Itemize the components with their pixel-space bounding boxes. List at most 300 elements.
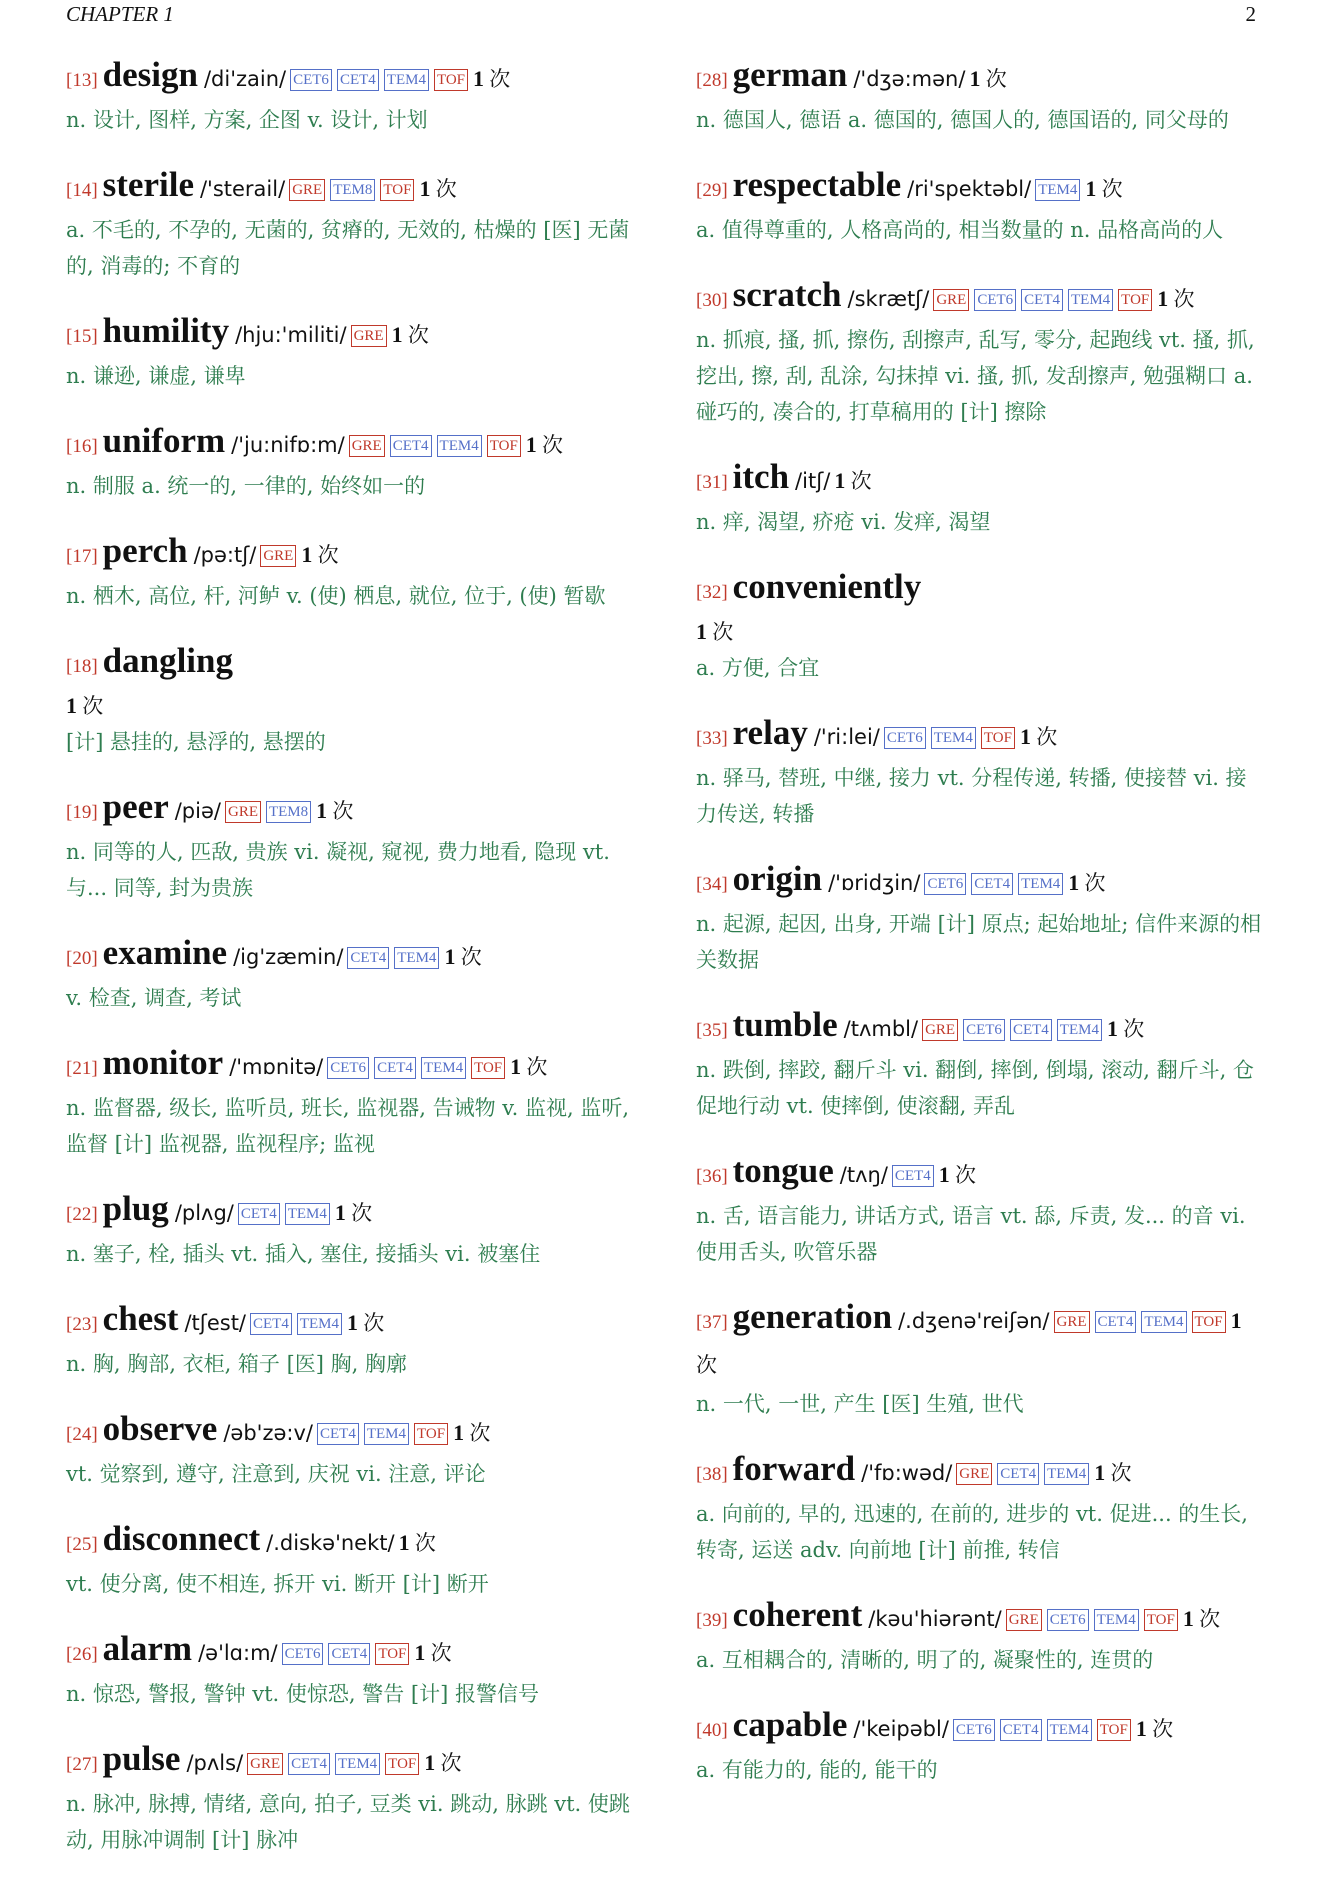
count-number: 1 <box>969 66 981 91</box>
exam-tags <box>247 1751 424 1775</box>
occurrence-count <box>335 1201 372 1225</box>
vocab-entry <box>66 1298 636 1382</box>
count-unit: 次 <box>1084 871 1106 895</box>
definition: n. 起源, 起因, 出身, 开端 [计] 原点; 起始地址; 信件来源的相关数据 <box>696 912 1262 972</box>
occurrence-count <box>392 323 429 347</box>
definition: a. 值得尊重的, 人格高尚的, 相当数量的 n. 品格高尚的人 <box>696 218 1224 242</box>
phonetic: /kəu'hiərənt/ <box>868 1607 1002 1631</box>
count-number: 1 <box>444 944 456 969</box>
entry-index: [14] <box>66 180 98 201</box>
count-number: 1 <box>1094 1460 1106 1485</box>
entry-index: [21] <box>66 1058 98 1079</box>
exam-tag: GRE <box>225 801 261 823</box>
entry-headline <box>696 1594 1266 1642</box>
phonetic: /əb'zə:v/ <box>223 1421 313 1445</box>
exam-tag: CET4 <box>374 1057 416 1079</box>
headword: alarm <box>102 1629 193 1668</box>
headword: itch <box>732 457 790 496</box>
phonetic: /'fɒ:wəd/ <box>861 1461 953 1485</box>
exam-tags <box>1035 177 1085 201</box>
occurrence-count-line <box>696 614 1266 650</box>
exam-tag: TOF <box>434 69 468 91</box>
vocab-entry <box>66 1738 636 1858</box>
entry-index: [20] <box>66 948 98 969</box>
phonetic: /'ju:nifɒ:m/ <box>231 433 345 457</box>
exam-tag: TEM8 <box>330 179 375 201</box>
exam-tags <box>922 1017 1107 1041</box>
occurrence-count <box>1020 725 1057 749</box>
definition: n. 栖木, 高位, 杆, 河鲈 v. (使) 栖息, 就位, 位于, (使) 暂歇 <box>66 584 606 608</box>
entry-headline <box>66 932 636 980</box>
exam-tag: TOF <box>380 179 414 201</box>
count-unit: 次 <box>1101 177 1123 201</box>
definition: n. 胸, 胸部, 衣柜, 箱子 [医] 胸, 胸廓 <box>66 1352 408 1376</box>
exam-tags <box>260 543 301 567</box>
exam-tag: TEM4 <box>1044 1463 1089 1485</box>
exam-tags <box>956 1461 1094 1485</box>
entry-index: [40] <box>696 1720 728 1741</box>
exam-tag: TEM4 <box>437 435 482 457</box>
exam-tag: TEM4 <box>297 1313 342 1335</box>
entry-index: [26] <box>66 1644 98 1665</box>
exam-tag: GRE <box>956 1463 992 1485</box>
phonetic: /'sterail/ <box>199 177 286 201</box>
exam-tags <box>250 1311 347 1335</box>
headword: german <box>732 55 848 94</box>
count-unit: 次 <box>317 543 339 567</box>
entry-columns <box>66 54 1266 1884</box>
vocab-entry <box>696 1150 1266 1270</box>
occurrence-count <box>66 694 103 718</box>
occurrence-count <box>834 469 871 493</box>
entry-headline <box>66 786 636 834</box>
entry-headline <box>66 1738 636 1786</box>
count-unit: 次 <box>712 620 734 644</box>
entry-headline <box>696 712 1266 760</box>
headword: pulse <box>102 1739 181 1778</box>
exam-tags <box>351 323 392 347</box>
exam-tag: TEM4 <box>1057 1019 1102 1041</box>
vocab-entry <box>696 274 1266 430</box>
exam-tag: CET4 <box>390 435 432 457</box>
entry-index: [22] <box>66 1204 98 1225</box>
entry-headline <box>696 858 1266 906</box>
entry-index: [33] <box>696 728 728 749</box>
headword: design <box>102 55 198 94</box>
vocab-entry <box>696 858 1266 978</box>
entry-index: [34] <box>696 874 728 895</box>
entry-headline <box>66 420 636 468</box>
vocab-entry <box>66 932 636 1016</box>
count-unit: 次 <box>1199 1607 1221 1631</box>
occurrence-count <box>473 67 510 91</box>
page-number: 2 <box>1245 1 1256 26</box>
entry-headline <box>696 164 1266 212</box>
exam-tag: TEM4 <box>285 1203 330 1225</box>
headword: observe <box>102 1409 218 1448</box>
exam-tag: TOF <box>471 1057 505 1079</box>
definition: n. 塞子, 栓, 插头 vt. 插入, 塞住, 接插头 vi. 被塞住 <box>66 1242 541 1266</box>
definition: n. 一代, 一世, 产生 [医] 生殖, 世代 <box>696 1392 1024 1416</box>
definition: a. 方便, 合宜 <box>696 656 820 680</box>
vocab-entry <box>66 1628 636 1712</box>
exam-tag: GRE <box>933 289 969 311</box>
phonetic: /pʌls/ <box>186 1751 244 1775</box>
exam-tag: TOF <box>1192 1311 1226 1333</box>
entry-index: [31] <box>696 472 728 493</box>
exam-tag: GRE <box>260 545 296 567</box>
exam-tag: CET4 <box>328 1643 370 1665</box>
entry-headline <box>696 1448 1266 1496</box>
phonetic: /di'zain/ <box>203 67 287 91</box>
vocab-entry <box>696 1594 1266 1678</box>
entry-headline <box>66 310 636 358</box>
count-number: 1 <box>398 1530 410 1555</box>
headword: generation <box>732 1297 893 1336</box>
count-number: 1 <box>66 693 77 718</box>
phonetic: /itʃ/ <box>795 469 831 493</box>
phonetic: /'ri:lei/ <box>813 725 880 749</box>
headword: humility <box>102 311 230 350</box>
entry-headline <box>696 456 1266 504</box>
count-number: 1 <box>1157 286 1169 311</box>
definition: n. 惊恐, 警报, 警钟 vt. 使惊恐, 警告 [计] 报警信号 <box>66 1682 539 1706</box>
vocab-entry <box>66 164 636 284</box>
count-unit: 次 <box>1123 1017 1145 1041</box>
definition: n. 监督器, 级长, 监听员, 班长, 监视器, 告诫物 v. 监视, 监听, 监督 [计] 监视器, 监视程序; 监视 <box>66 1096 630 1156</box>
count-unit: 次 <box>696 1353 717 1377</box>
count-unit: 次 <box>469 1421 491 1445</box>
headword: capable <box>732 1705 848 1744</box>
headword: relay <box>732 713 808 752</box>
entry-headline <box>66 1188 636 1236</box>
entry-headline <box>66 54 636 102</box>
definition: n. 制服 a. 统一的, 一律的, 始终如一的 <box>66 474 426 498</box>
exam-tag: CET4 <box>1095 1311 1137 1333</box>
count-number: 1 <box>1068 870 1080 895</box>
entry-headline <box>696 54 1266 102</box>
entry-index: [39] <box>696 1610 728 1631</box>
exam-tag: TEM4 <box>1018 873 1063 895</box>
entry-index: [38] <box>696 1464 728 1485</box>
occurrence-count <box>969 67 1006 91</box>
definition: n. 痒, 渴望, 疥疮 vi. 发痒, 渴望 <box>696 510 991 534</box>
entry-index: [13] <box>66 70 98 91</box>
entry-headline <box>696 1296 1266 1386</box>
headword: uniform <box>102 421 226 460</box>
occurrence-count <box>1183 1607 1220 1631</box>
phonetic: /pə:tʃ/ <box>193 543 257 567</box>
count-unit: 次 <box>1036 725 1058 749</box>
entry-index: [27] <box>66 1754 98 1775</box>
exam-tags <box>347 945 444 969</box>
exam-tag: CET4 <box>347 947 389 969</box>
headword: disconnect <box>102 1519 261 1558</box>
count-number: 1 <box>1085 176 1097 201</box>
exam-tags <box>289 177 419 201</box>
phonetic: /'mɒnitə/ <box>229 1055 324 1079</box>
exam-tags <box>933 287 1157 311</box>
vocab-entry <box>66 530 636 614</box>
exam-tag: TEM4 <box>394 947 439 969</box>
exam-tag: TEM4 <box>421 1057 466 1079</box>
definition: [计] 悬挂的, 悬浮的, 悬摆的 <box>66 730 326 754</box>
occurrence-count <box>526 433 563 457</box>
count-number: 1 <box>938 1162 950 1187</box>
exam-tags <box>327 1055 510 1079</box>
exam-tag: GRE <box>1054 1311 1090 1333</box>
definition: n. 德国人, 德语 a. 德国的, 德国人的, 德国语的, 同父母的 <box>696 108 1229 132</box>
entry-index: [17] <box>66 546 98 567</box>
count-unit: 次 <box>1152 1717 1174 1741</box>
definition: a. 有能力的, 能的, 能干的 <box>696 1758 938 1782</box>
occurrence-count <box>1094 1461 1131 1485</box>
vocab-entry <box>696 1296 1266 1422</box>
exam-tag: CET4 <box>337 69 379 91</box>
occurrence-count <box>414 1641 451 1665</box>
count-number: 1 <box>1182 1606 1194 1631</box>
phonetic: /.diskə'nekt/ <box>266 1531 395 1555</box>
count-unit: 次 <box>460 945 482 969</box>
exam-tags <box>892 1163 939 1187</box>
entry-index: [19] <box>66 802 98 823</box>
entry-headline <box>66 1518 636 1566</box>
count-number: 1 <box>834 468 846 493</box>
phonetic: /ə'lɑ:m/ <box>198 1641 278 1665</box>
exam-tag: GRE <box>1006 1609 1042 1631</box>
count-unit: 次 <box>351 1201 373 1225</box>
exam-tags <box>317 1421 453 1445</box>
entry-headline <box>66 1042 636 1090</box>
entry-index: [25] <box>66 1534 98 1555</box>
count-number: 1 <box>1230 1308 1242 1333</box>
exam-tags <box>1054 1309 1231 1333</box>
definition: a. 互相耦合的, 清晰的, 明了的, 凝聚性的, 连贯的 <box>696 1648 1154 1672</box>
exam-tags <box>282 1641 415 1665</box>
entry-headline <box>696 1704 1266 1752</box>
exam-tag: GRE <box>247 1753 283 1775</box>
phonetic: /.dʒenə'reiʃən/ <box>898 1309 1050 1333</box>
definition: n. 设计, 图样, 方案, 企图 v. 设计, 计划 <box>66 108 428 132</box>
count-unit: 次 <box>542 433 564 457</box>
occurrence-count <box>510 1055 547 1079</box>
count-number: 1 <box>473 66 485 91</box>
definition: a. 不毛的, 不孕的, 无菌的, 贫瘠的, 无效的, 枯燥的 [医] 无菌的, 消毒的; 不育的 <box>66 218 630 278</box>
chapter-title: CHAPTER 1 <box>66 1 174 26</box>
count-unit: 次 <box>1110 1461 1132 1485</box>
count-unit: 次 <box>955 1163 976 1187</box>
exam-tag: TEM4 <box>1141 1311 1186 1333</box>
definition: n. 脉冲, 脉搏, 情绪, 意向, 拍子, 豆类 vi. 跳动, 脉跳 vt. 使跳动, 用脉冲调制 [计] 脉冲 <box>66 1792 630 1852</box>
phonetic: /'dʒə:mən/ <box>853 67 966 91</box>
headword: origin <box>732 859 823 898</box>
definition: v. 检查, 调查, 考试 <box>66 986 242 1010</box>
headword: forward <box>732 1449 856 1488</box>
exam-tag: CET6 <box>953 1719 995 1741</box>
exam-tag: CET4 <box>317 1423 359 1445</box>
exam-tags <box>225 799 316 823</box>
occurrence-count <box>444 945 481 969</box>
exam-tag: TEM4 <box>1035 179 1080 201</box>
vocab-entry <box>696 456 1266 540</box>
occurrence-count <box>1107 1017 1144 1041</box>
phonetic: /piə/ <box>174 799 221 823</box>
headword: dangling <box>102 641 234 680</box>
exam-tag: TOF <box>1097 1719 1131 1741</box>
exam-tags <box>349 433 526 457</box>
entry-index: [15] <box>66 326 98 347</box>
definition: n. 同等的人, 匹敌, 贵族 vi. 凝视, 窥视, 费力地看, 隐现 vt. 与... 同等, 封为贵族 <box>66 840 610 900</box>
exam-tag: GRE <box>351 325 387 347</box>
occurrence-count <box>1157 287 1194 311</box>
entry-index: [23] <box>66 1314 98 1335</box>
count-number: 1 <box>347 1310 359 1335</box>
occurrence-count <box>301 543 338 567</box>
exam-tag: CET4 <box>971 873 1013 895</box>
headword: scratch <box>732 275 842 314</box>
exam-tag: TOF <box>375 1643 409 1665</box>
occurrence-count <box>939 1163 976 1187</box>
definition: n. 抓痕, 搔, 抓, 擦伤, 刮擦声, 乱写, 零分, 起跑线 vt. 搔, 抓, 挖出, 擦, 刮, 乱涂, 勾抹掉 vi. 搔, 抓, 发刮擦声, 勉强糊口 a. 碰巧的, 凑合的, 打草稿用的 [计] 擦除 <box>696 328 1255 424</box>
entry-index: [18] <box>66 656 98 677</box>
phonetic: /tʌmbl/ <box>843 1017 919 1041</box>
count-unit: 次 <box>526 1055 548 1079</box>
count-number: 1 <box>301 542 313 567</box>
exam-tag: CET6 <box>963 1019 1005 1041</box>
vocab-entry <box>66 1042 636 1162</box>
headword: monitor <box>102 1043 224 1082</box>
count-number: 1 <box>510 1054 522 1079</box>
exam-tag: TEM4 <box>335 1753 380 1775</box>
exam-tag: TOF <box>1118 289 1152 311</box>
count-unit: 次 <box>435 177 457 201</box>
phonetic: /'ɒridʒin/ <box>828 871 921 895</box>
entry-headline <box>66 1298 636 1346</box>
exam-tag: TEM4 <box>384 69 429 91</box>
count-unit: 次 <box>407 323 429 347</box>
exam-tag: CET4 <box>238 1203 280 1225</box>
entry-headline <box>696 1004 1266 1052</box>
vocab-entry <box>696 1704 1266 1788</box>
exam-tags <box>953 1717 1136 1741</box>
entry-headline <box>66 1628 636 1676</box>
occurrence-count <box>696 620 733 644</box>
count-unit: 次 <box>440 1751 462 1775</box>
count-unit: 次 <box>82 694 104 718</box>
entry-headline <box>66 640 636 688</box>
exam-tag: CET6 <box>1047 1609 1089 1631</box>
entry-headline <box>696 566 1266 614</box>
definition: a. 向前的, 早的, 迅速的, 在前的, 进步的 vt. 促进... 的生长, 转寄, 运送 adv. 向前地 [计] 前推, 转信 <box>696 1502 1248 1562</box>
headword: peer <box>102 787 169 826</box>
exam-tag: TEM4 <box>931 727 976 749</box>
exam-tag: CET4 <box>1000 1719 1042 1741</box>
entry-index: [37] <box>696 1312 728 1333</box>
exam-tag: GRE <box>289 179 325 201</box>
count-unit: 次 <box>363 1311 385 1335</box>
headword: plug <box>102 1189 169 1228</box>
exam-tag: TOF <box>414 1423 448 1445</box>
entry-index: [35] <box>696 1020 728 1041</box>
exam-tag: CET4 <box>997 1463 1039 1485</box>
exam-tags <box>1006 1607 1183 1631</box>
entry-headline <box>66 164 636 212</box>
exam-tag: TOF <box>981 727 1015 749</box>
phonetic: /ig'zæmin/ <box>233 945 344 969</box>
vocab-entry <box>66 1408 636 1492</box>
count-unit: 次 <box>985 67 1007 91</box>
count-number: 1 <box>696 619 707 644</box>
vocab-entry <box>66 1518 636 1602</box>
entry-index: [30] <box>696 290 728 311</box>
phonetic: /plʌg/ <box>174 1201 234 1225</box>
entry-headline <box>66 1408 636 1456</box>
definition: n. 谦逊, 谦虚, 谦卑 <box>66 364 246 388</box>
phonetic: /tʃest/ <box>184 1311 247 1335</box>
occurrence-count <box>316 799 353 823</box>
phonetic: /hju:'militi/ <box>235 323 347 347</box>
vocab-entry <box>696 54 1266 138</box>
occurrence-count <box>1068 871 1105 895</box>
headword: tumble <box>732 1005 838 1044</box>
exam-tags <box>238 1201 335 1225</box>
vocab-entry <box>66 310 636 394</box>
count-unit: 次 <box>489 67 511 91</box>
entry-index: [28] <box>696 70 728 91</box>
exam-tag: CET4 <box>1021 289 1063 311</box>
exam-tag: CET6 <box>290 69 332 91</box>
count-number: 1 <box>1019 724 1031 749</box>
count-number: 1 <box>453 1420 465 1445</box>
headword: examine <box>102 933 228 972</box>
right-column <box>696 54 1266 1884</box>
occurrence-count <box>1136 1717 1173 1741</box>
exam-tag: TEM4 <box>1068 289 1113 311</box>
entry-index: [29] <box>696 180 728 201</box>
vocab-entry <box>696 1448 1266 1568</box>
count-unit: 次 <box>332 799 354 823</box>
headword: tongue <box>732 1151 834 1190</box>
exam-tag: TEM4 <box>1094 1609 1139 1631</box>
headword: conveniently <box>732 567 922 606</box>
vocab-entry <box>66 640 636 760</box>
phonetic: /tʌŋ/ <box>839 1163 888 1187</box>
headword: perch <box>102 531 188 570</box>
entry-headline <box>696 274 1266 322</box>
exam-tag: CET4 <box>250 1313 292 1335</box>
exam-tags <box>884 725 1020 749</box>
count-number: 1 <box>334 1200 346 1225</box>
occurrence-count <box>424 1751 461 1775</box>
left-column <box>66 54 636 1884</box>
headword: coherent <box>732 1595 863 1634</box>
occurrence-count <box>399 1531 436 1555</box>
phonetic: /skrætʃ/ <box>847 287 930 311</box>
exam-tag: CET4 <box>1010 1019 1052 1041</box>
entry-index: [24] <box>66 1424 98 1445</box>
occurrence-count <box>1085 177 1122 201</box>
count-number: 1 <box>1135 1716 1147 1741</box>
occurrence-count <box>453 1421 490 1445</box>
phonetic: /ri'spektəbl/ <box>907 177 1032 201</box>
vocab-entry <box>66 1188 636 1272</box>
exam-tag: CET6 <box>924 873 966 895</box>
count-number: 1 <box>414 1640 426 1665</box>
vocab-entry <box>696 712 1266 832</box>
definition: vt. 觉察到, 遵守, 注意到, 庆祝 vi. 注意, 评论 <box>66 1462 486 1486</box>
exam-tag: CET4 <box>288 1753 330 1775</box>
exam-tag: CET6 <box>282 1643 324 1665</box>
